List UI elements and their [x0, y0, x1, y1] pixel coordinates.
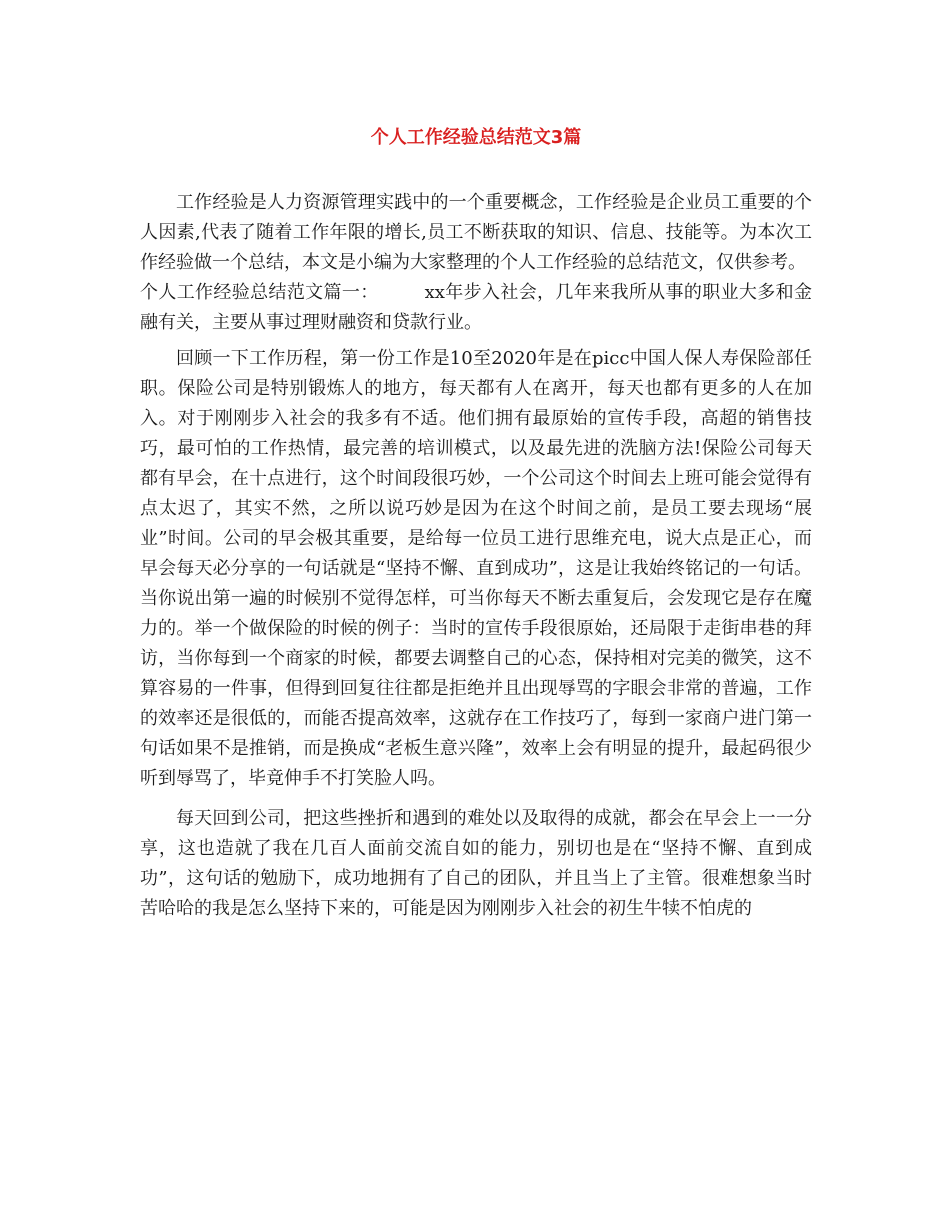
document-title: 个人工作经验总结范文3篇 [370, 127, 582, 148]
document-body [140, 188, 812, 924]
intro-paragraph: 工作经验是人力资源管理实践中的一个重要概念，工作经验是企业员工重要的个人因素,代表了随着工作年限的增长,员工不断获取的知识、信息、技能等。为本次工作经验做一个总结，本文是小编为大家整理的个人工作经验的总结范文，仅供参考。 [140, 192, 812, 273]
section-one-heading-paragraph: 个人工作经验总结范文篇一： xx年步入社会，几年来我所从事的职业大多和金融有关，主要从事过理财融资和贷款行业。 [140, 282, 812, 333]
daily-review-paragraph: 每天回到公司，把这些挫折和遇到的难处以及取得的成就，都会在早会上一一分享，这也造就了我在几百人面前交流自如的能力，别切也是在“坚持不懈、直到成功”，这句话的勉励下，成功地拥有了自己的团队，并且当上了主管。很难想象当时苦哈哈的我是怎么坚持下来的，可能是因为刚刚步入社会的初生牛犊不怕虎的 [140, 808, 812, 919]
work-history-paragraph: 回顾一下工作历程，第一份工作是10至2020年是在picc中国人保人寿保险部任职。保险公司是特别锻炼人的地方，每天都有人在离开，每天也都有更多的人在加入。对于刚刚步入社会的我多有不适。他们拥有最原始的宣传手段，高超的销售技巧，最可怕的工作热情，最完善的培训模式，以及最先进的洗脑方法!保险公司每天都有早会，在十点进行，这个时间段很巧妙，一个公司这个时间去上班可能会觉得有点太迟了，其实不然，之所以说巧妙是因为在这个时间之前，是员工要去现场“展业”时间。公司的早会极其重要，是给每一位员工进行思维充电，说大点是正心，而早会每天必分享的一句话就是“坚持不懈、直到成功”，这是让我始终铭记的一句话。当你说出第一遍的时候别不觉得怎样，可当你每天不断去重复后，会发现它是存在魔力的。举一个做保险的时候的例子：当时的宣传手段很原始，还局限于走街串巷的拜访，当你每到一个商家的时候，都要去调整自己的心态，保持相对完美的微笑，这不算容易的一件事，但得到回复往往都是拒绝并且出现辱骂的字眼会非常的普遍，工作的效率还是很低的，而能否提高效率，这就存在工作技巧了，每到一家商户进门第一句话如果不是推销，而是换成“老板生意兴隆”，效率上会有明显的提升，最起码很少听到辱骂了，毕竟伸手不打笑脸人吗。 [140, 348, 812, 789]
